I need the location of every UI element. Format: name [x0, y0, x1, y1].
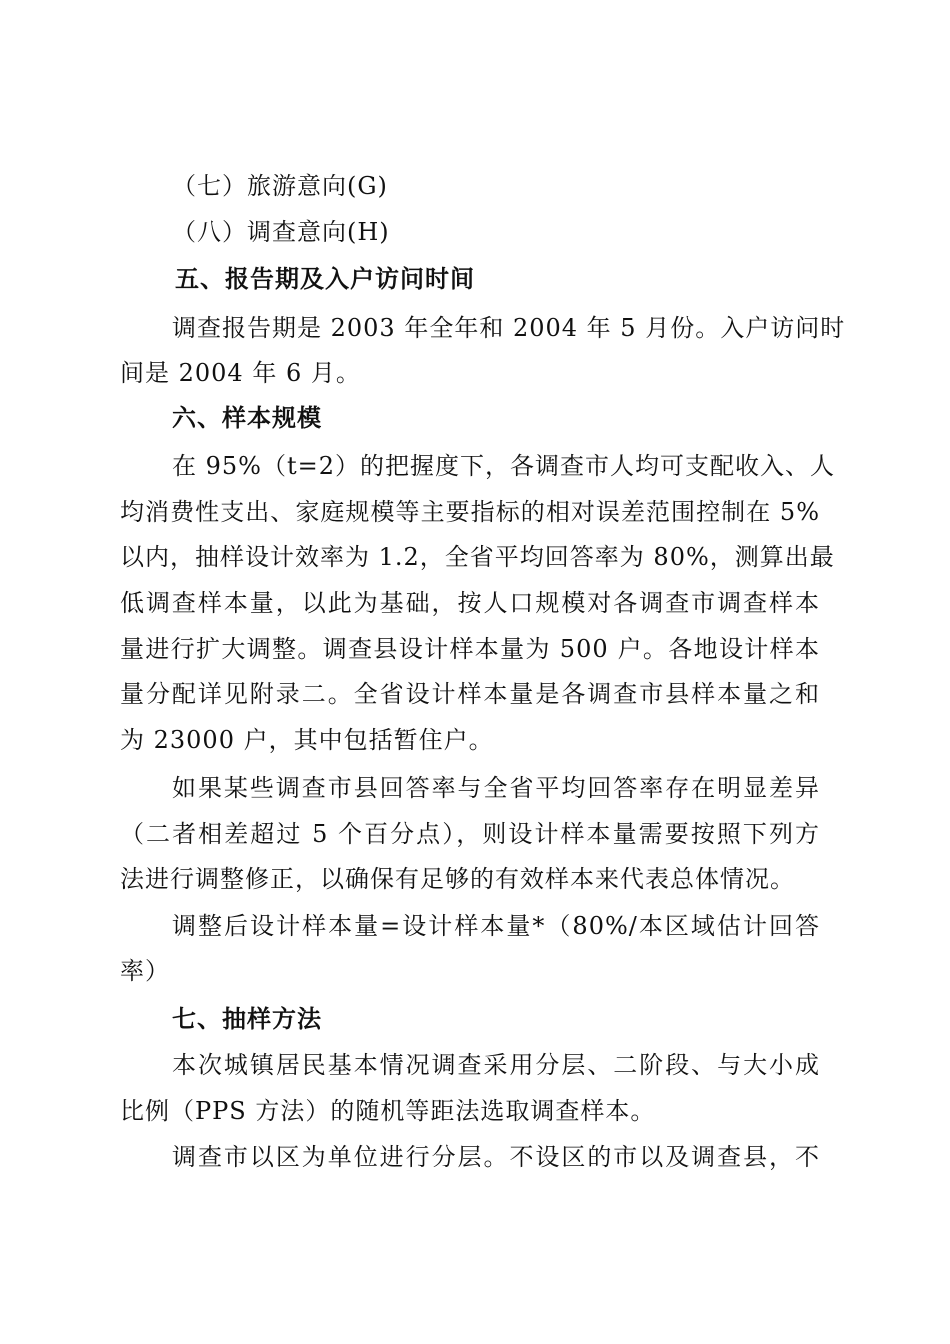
paragraph-line: 调查报告期是 2003 年全年和 2004 年 5 月份。入户访问时 [172, 314, 846, 342]
paragraph-line: 如果某些调查市县回答率与全省平均回答率存在明显差异 [172, 774, 820, 802]
paragraph-line: 率） [120, 957, 170, 985]
paragraph-line: 调整后设计样本量=设计样本量*（80%/本区域估计回答 [172, 912, 820, 940]
paragraph-line: 间是 2004 年 6 月。 [120, 359, 361, 387]
section-heading-reporting-period: 五、报告期及入户访问时间 [175, 265, 475, 293]
section-heading-sample-size: 六、样本规模 [172, 404, 322, 432]
paragraph-line: （二者相差超过 5 个百分点），则设计样本量需要按照下列方 [120, 820, 820, 848]
paragraph-line: 量分配详见附录二。全省设计样本量是各调查市县样本量之和 [120, 680, 820, 708]
sub-item-survey-intent: （八）调查意向(H) [172, 218, 390, 246]
paragraph-line: 在 95%（t=2）的把握度下，各调查市人均可支配收入、人 [172, 452, 835, 480]
paragraph-line: 调查市以区为单位进行分层。不设区的市以及调查县，不 [172, 1143, 820, 1171]
paragraph-line: 量进行扩大调整。调查县设计样本量为 500 户。各地设计样本 [120, 635, 820, 663]
sub-item-travel-intent: （七）旅游意向(G) [172, 172, 388, 200]
paragraph-line: 以内，抽样设计效率为 1.2，全省平均回答率为 80%，测算出最 [120, 543, 835, 571]
paragraph-line: 本次城镇居民基本情况调查采用分层、二阶段、与大小成 [172, 1051, 820, 1079]
paragraph-line: 均消费性支出、家庭规模等主要指标的相对误差范围控制在 5% [120, 498, 820, 526]
paragraph-line: 为 23000 户，其中包括暂住户。 [120, 726, 494, 754]
paragraph-line: 低调查样本量，以此为基础，按人口规模对各调查市调查样本 [120, 589, 820, 617]
paragraph-line: 比例（PPS 方法）的随机等距法选取调查样本。 [120, 1097, 656, 1125]
paragraph-line: 法进行调整修正，以确保有足够的有效样本来代表总体情况。 [120, 865, 795, 893]
section-heading-sampling-method: 七、抽样方法 [172, 1005, 322, 1033]
